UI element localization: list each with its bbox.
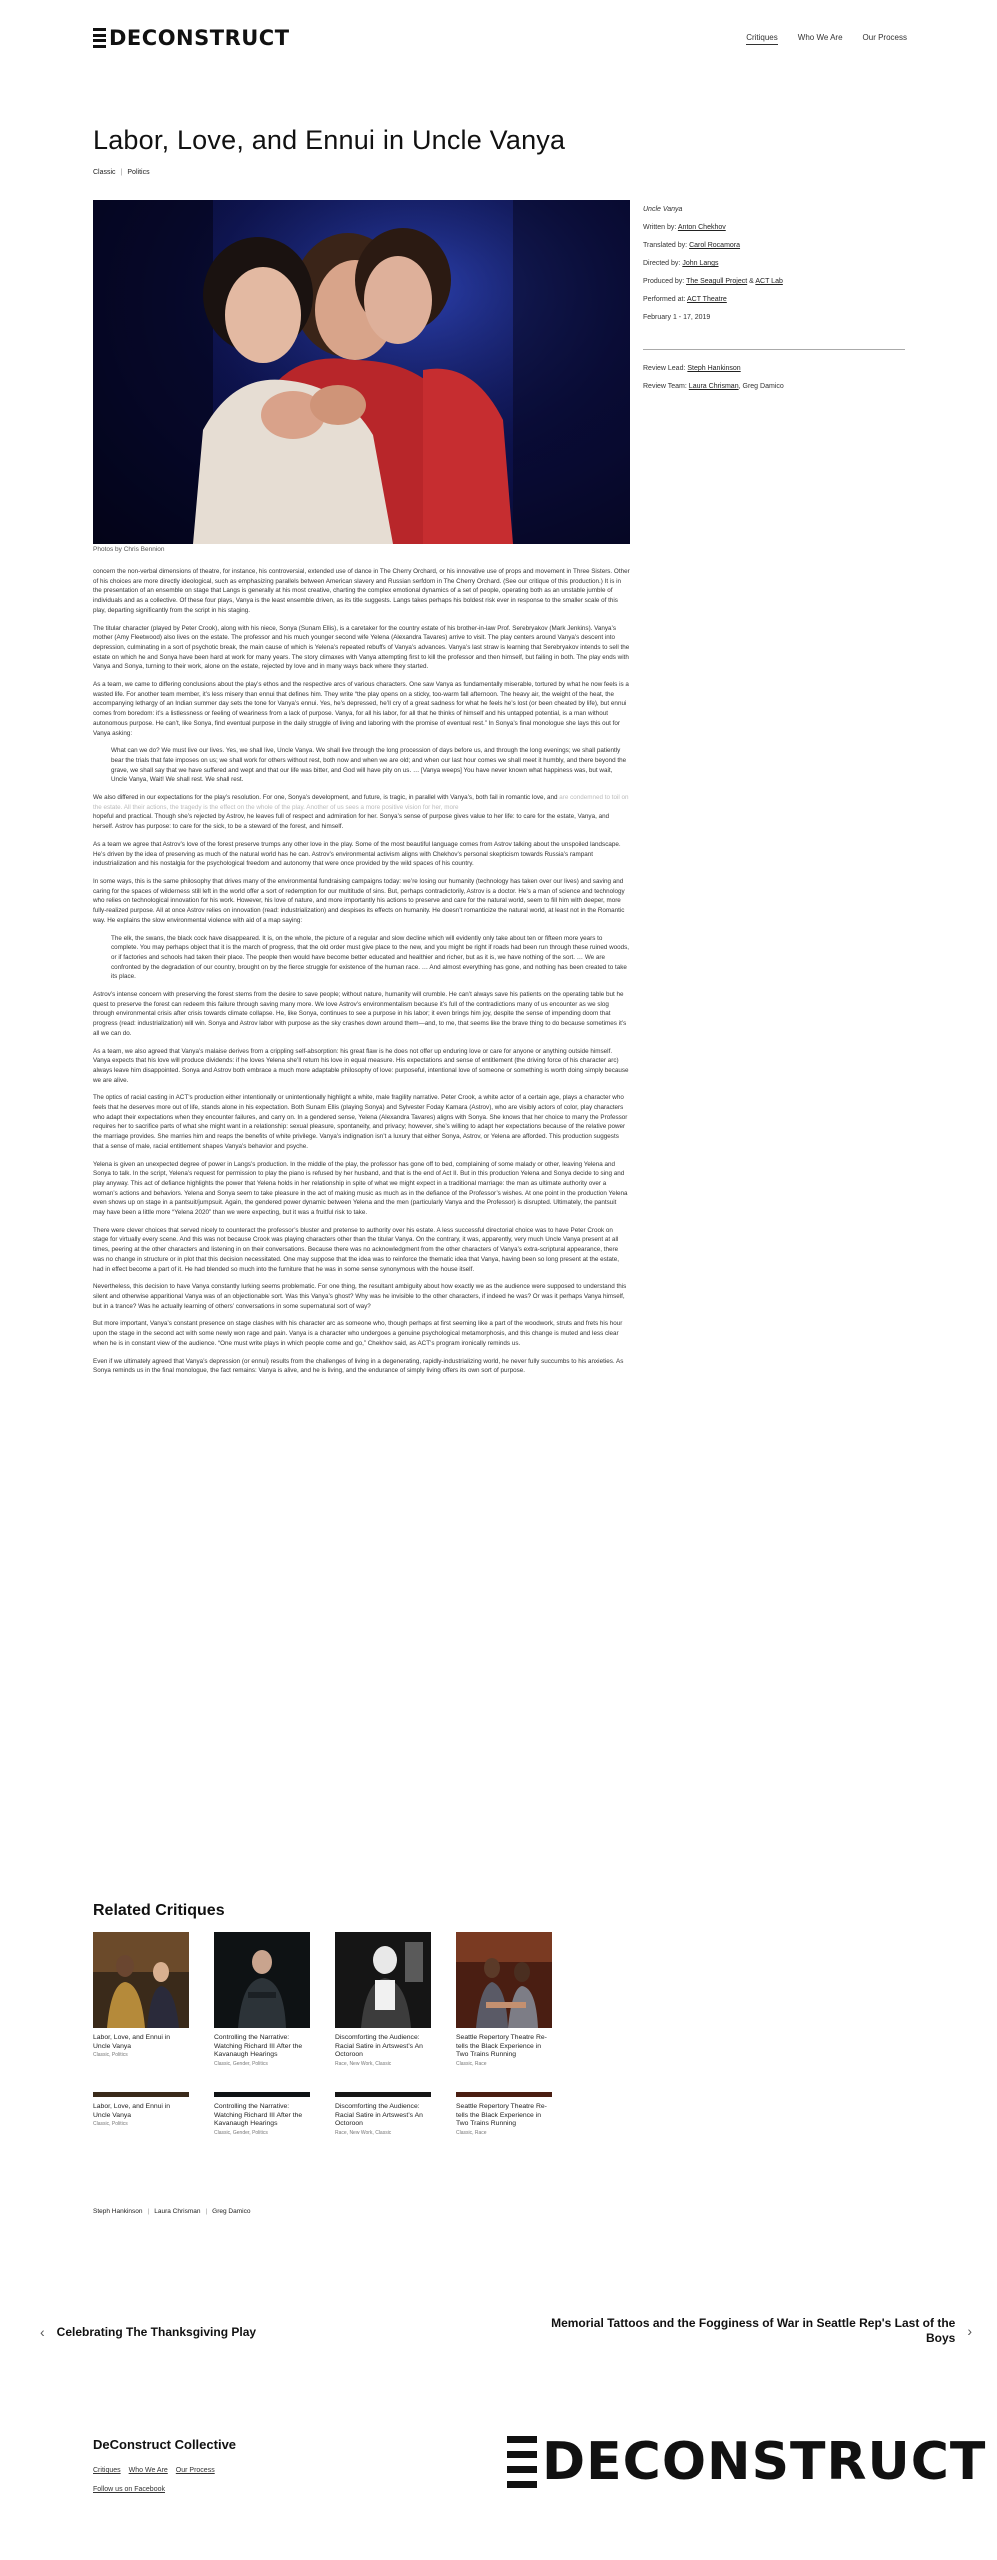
related-thumbnail[interactable] <box>214 1932 310 2028</box>
translated-by-link[interactable]: Carol Rocamora <box>689 242 741 249</box>
block-quote: The elk, the swans, the black cock have disappeared. It is, on the whole, the picture of a regular and slow decline which will evidently only take about ten or fifteen more years to complete. You may perhaps object that it is the march of progress, that the old order must give place to the new, and you might be right if roads had been run through these ruined woods, or if factories and schools had taken their place. The people then would have become better educated and healthier and richer, but as it is, we have nothing of the sort. … We are confronted by the degradation of our country, brought on by the fierce struggle for existence of the human race. … And almost everything has gone, and nothing has been created to take its place. <box>111 934 630 981</box>
site-header <box>0 0 997 80</box>
post-navigation <box>0 2310 997 2370</box>
related-card[interactable] <box>93 2092 189 2127</box>
hero-photo <box>93 200 630 544</box>
photo-caption: Photos by Chris Bennion <box>93 546 165 553</box>
nav-our-process[interactable]: Our Process <box>862 33 907 42</box>
footer-link-who-we-are[interactable]: Who We Are <box>128 2467 168 2474</box>
related-thumbnail[interactable] <box>93 2092 189 2097</box>
previous-post-title: Celebrating The Thanksgiving Play <box>56 2325 257 2339</box>
related-card-tags: Classic, Race <box>456 2060 487 2067</box>
written-by <box>643 223 905 241</box>
review-team-name-2: Greg Damico <box>742 383 784 390</box>
thumbnail-illustration <box>456 1932 552 2028</box>
produced-by-link-1[interactable]: The Seagull Project <box>686 278 748 285</box>
tag-politics[interactable]: Politics <box>127 169 150 176</box>
play-name: Uncle Vanya <box>643 206 683 213</box>
related-card[interactable] <box>214 2092 310 2136</box>
related-card-title[interactable]: Labor, Love, and Ennui in Uncle Vanya <box>93 2034 171 2050</box>
review-lead-label: Review Lead: <box>643 365 686 372</box>
related-critiques-heading: Related Critiques <box>93 1902 225 1919</box>
directed-by-label: Directed by: <box>643 260 681 267</box>
related-card[interactable] <box>456 1932 552 2067</box>
related-card-tags: Classic, Gender, Politics <box>214 2060 268 2067</box>
related-thumbnail[interactable] <box>456 1932 552 2028</box>
hero-photo-illustration <box>93 200 630 544</box>
facebook-link[interactable]: Follow us on Facebook <box>93 2486 165 2493</box>
related-card-title[interactable]: Discomforting the Audience: Racial Satire in Artswest’s An Octoroon <box>335 2034 423 2059</box>
review-team-link-1[interactable]: Laura Chrisman <box>688 383 739 390</box>
logo-stripes-icon <box>507 2436 537 2488</box>
article-tags: Classic | Politics <box>93 169 150 176</box>
thumbnail-illustration <box>335 1932 431 2028</box>
chevron-left-icon: ‹ <box>40 2324 45 2340</box>
review-team-sep: , <box>738 383 741 390</box>
main-nav <box>746 33 907 45</box>
previous-post-link[interactable] <box>40 2324 256 2340</box>
related-card[interactable] <box>335 2092 431 2136</box>
directed-by-link[interactable]: John Langs <box>682 260 719 267</box>
footer-title: DeConstruct Collective <box>93 2437 237 2452</box>
produced-by-link-2[interactable]: ACT Lab <box>755 278 783 285</box>
author-link[interactable]: Greg Damico <box>212 2208 251 2215</box>
produced-by-label: Produced by: <box>643 278 685 285</box>
related-card-tags: Classic, Race <box>456 2129 487 2136</box>
translated-by-label: Translated by: <box>643 242 688 249</box>
related-thumbnail[interactable] <box>93 1932 189 2028</box>
paragraph: The optics of racial casting in ACT’s production either intentionally or unintentionally highlight a white, male fragility narrative. Peter Crook, a white actor of a certain age, plays a character who feels that he deserves more out of life, stands alone in his expectation. Both Sunam Ellis (playing Sonya) and Sylvester Foday Kamara (Astrov), who are visibly actors of color, play characters who adapt their expectations when they encounter failures, and carry on. In a gendered sense, Yelena (Alexandra Tavares) aligns with Sonya. She knows that her choice to marry the Professor requires her to sacrifice parts of what she might want in a relationship: sexual pleasure, spontaneity, and privacy; however, she’s willing to adapt her expectations because of the relative power the marriage provides. She marries him and reaps the benefits of white privilege. Vanya’s indignation isn’t a luxury that either Sonya, Astrov, or Yelena are afforded. This production suggests that a sense of male, racial entitlement shapes Vanya’s behavior and psyche. <box>93 1094 628 1150</box>
footer-link-critiques[interactable]: Critiques <box>93 2467 121 2474</box>
page-title: Labor, Love, and Ennui in Uncle Vanya <box>93 125 566 155</box>
footer-facebook <box>93 2486 165 2493</box>
performed-at-label: Performed at: <box>643 296 686 303</box>
paragraph: As a team, we came to differing conclusions about the play’s ethos and the respective arcs of various characters. One saw Vanya as fundamentally miserable, tortured by what he now feels is a wasted life. For another team member, it’s less misery than ennui that defines him. They write “the play opens on a sticky, too-warm fall afternoon. The heavy air, the weight of the heat, the accompanying lethargy of an Indian summer day sets the tone for Vanya’s ennui. Yes, he’s depressed, he’ll cry of a great sadness for what he feels he’s lost (or been cheated by life), but ennui comes from boredom: it’s a listlessness or feeling of weariness from a lack of purpose. Vanya, for all his labor, for all that he thinks of himself and his untapped potential, is a man without autonomous purpose. He can’t, like Sonya, find eventual purpose in the daily struggle of living and laboring with the promise of eventual rest.” In Sonya’s final monologue she lays this out for Vanya asking: <box>93 681 629 737</box>
author-links: Steph Hankinson | Laura Chrisman | Greg Damico <box>93 2208 251 2215</box>
related-thumbnail[interactable] <box>335 1932 431 2028</box>
produced-by-amp: & <box>749 278 754 285</box>
translated-by <box>643 241 905 259</box>
paragraph: But more important, Vanya’s constant presence on stage clashes with his character arc as someone who, though perhaps at first seeming like a part of the woodwork, struts and frets his hour upon the stage in the second act with some newly won rage and pain. Vanya is a character who undergoes a genuine psychological metamorphosis, and this change is muted and less clear when he is in constant view of the audience. “One must write plays in which people come and go,” Chekhov said, as ACT’s program ironically reminds us. <box>93 1320 623 1347</box>
paragraph: hopeful and practical. Though she’s rejected by Astrov, he leaves full of respect and admiration for her. Sonya’s sense of purpose gives value to her life: to care for the estate, Vanya, and herself. Astrov has purpose: to care for the sick, to be a steward of the forest, and himself. <box>93 813 610 831</box>
related-card-title[interactable]: Discomforting the Audience: Racial Satire in Artswest’s An Octoroon <box>335 2103 423 2128</box>
author-link[interactable]: Steph Hankinson <box>93 2208 143 2215</box>
paragraph: concern the non-verbal dimensions of theatre, for instance, his controversial, extended use of dance in The Cherry Orchard, or his innovative use of props and movement in Three Sisters. Other of his choices are more directly ideological, such as emphasizing parallels between American slavery and Russian serfdom in The Cherry Orchard. (See our critique of this production.) It is in the presentation of an ensemble on stage that Langs is generally at his most creative, charting the complex emotional dynamics of a set of people, operating both as an unstable jumble of individuals and as a collective. Of these four plays, Vanya is the least ensemble driven, as its title suggests. Langs takes perhaps his boldest risk ever in response to the smaller scale of this play, departing significantly from the script in his staging. <box>93 568 630 614</box>
article-body <box>93 567 630 1384</box>
directed-by <box>643 259 905 277</box>
related-card-title[interactable]: Labor, Love, and Ennui in Uncle Vanya <box>93 2103 171 2119</box>
paragraph: Astrov’s intense concern with preserving the forest stems from the desire to save people; without nature, humanity will crumble. He can’t always save his patients on the operating table but he quest to preserve the forest can redeem this failure through saving many more. We love Astrov’s environmentalism because it’s full of the contradictions many of us encounter as we slog through environmental crisis after crisis towards climate collapse. He, like Sonya, continues to see a purpose in his labor; it even brings him joy, despite the sense of impending doom that progress (read: industrialization) will win. Sonya and Astrov labor with purpose as the sky crashes down around them—and, to me, that seems like the brave thing to do because sometimes it’s all we can do. <box>93 991 627 1037</box>
site-logo[interactable] <box>93 27 290 49</box>
related-card-tags: Classic, Politics <box>93 2121 128 2128</box>
tag-classic[interactable]: Classic <box>93 169 116 176</box>
review-lead <box>643 364 905 382</box>
performed-at-link[interactable]: ACT Theatre <box>686 296 727 303</box>
nav-who-we-are[interactable]: Who We Are <box>797 33 843 42</box>
related-card[interactable] <box>214 1932 310 2067</box>
paragraph: Even if we ultimately agreed that Vanya’s depression (or ennui) results from the challenges of living in a degenerating, rapidly-industrializing world, he never fully succumbs to his anxieties. As Sonya reminds us in the final monologue, the fact remains: Vanya is alive, and he is living, and the endurance of simply living offers its own sort of purpose. <box>93 1357 624 1375</box>
related-thumbnail[interactable] <box>335 2092 431 2097</box>
performed-at <box>643 295 905 313</box>
paragraph-overlap-text: are condemned to toil on the estate. All their actions, the tragedy is the effect on the whole of the play. Another of us sees a more positive vision for her, more <box>93 794 629 811</box>
paragraph: The titular character (played by Peter Crook), along with his niece, Sonya (Sunam Ellis), is a caretaker for the country estate of his brother-in-law Prof. Serebryakov (Mark Jenkins). Vanya’s mother (Amy Fleetwood) also lives on the estate. The professor and his much younger second wife Yelena (Alexandra Tavares) arrive to visit. The play centers around Vanya’s descent into depression, culminating in a sort of psychotic break, the main cause of which is Yelena’s repeated rebuffs of Vanya’s advances. Vanya’s last straw is learning that Serebryakov intends to sell the estate on which he and Sonya have been hard at work for many years. The story climaxes with Vanya attempting first to kill the professor and then himself, but failing in both. The play ends with Vanya and Sonya, turning to their work, alone on the estate, rejected by love and in many ways back where they started. <box>93 624 630 671</box>
related-card-tags: Classic, Gender, Politics <box>214 2129 268 2136</box>
related-card-tags: Classic, Politics <box>93 2052 128 2059</box>
logo-stripes-icon <box>93 28 106 48</box>
written-by-link[interactable]: Anton Chekhov <box>677 224 726 231</box>
related-card-title[interactable]: Seattle Repertory Theatre Re-tells the Black Experience in Two Trains Running <box>456 2103 547 2128</box>
thumbnail-illustration <box>214 1932 310 2028</box>
nav-critiques[interactable]: Critiques <box>746 33 778 45</box>
related-card[interactable] <box>335 1932 431 2067</box>
block-quote: What can we do? We must live our lives. Yes, we shall live, Uncle Vanya. We shall live through the long procession of days before us, and through the long evenings; we shall patiently bear the trials that fate imposes on us; we shall work for others without rest, both now and when we are old; and when our last hour comes we shall meet it humbly, and there beyond the grave, we shall say that we have suffered and wept and that our life was bitter, and God will have pity on us. … [Vanya weeps] You have never known what happiness was, but wait, Uncle Vanya, Wait! We shall rest. We shall rest. <box>111 747 627 784</box>
thumbnail-illustration <box>93 1932 189 2028</box>
related-card[interactable] <box>93 1932 189 2058</box>
footer-logo-text: DECONSTRUCT <box>542 2432 987 2492</box>
performance-dates: February 1 - 17, 2019 <box>643 314 711 321</box>
footer-logo[interactable] <box>507 2434 986 2490</box>
related-card-tags: Race, New Work, Classic <box>335 2129 392 2136</box>
written-by-label: Written by: <box>643 224 677 231</box>
review-team-label: Review Team: <box>643 383 687 390</box>
author-link[interactable]: Laura Chrisman <box>154 2208 201 2215</box>
chevron-right-icon: › <box>967 2323 972 2339</box>
paragraph-text: We also differed in our expectations for the play’s resolution. For one, Sonya’s development, and future, is tragic, in parallel with Vanya’s, both fail in romantic love, and <box>93 794 558 802</box>
next-post-link[interactable] <box>525 2316 972 2346</box>
review-lead-link[interactable]: Steph Hankinson <box>687 365 741 372</box>
review-team <box>643 382 905 400</box>
sidebar-divider <box>643 349 905 350</box>
paragraph: There were clever choices that served nicely to counteract the professor’s bluster and pretense to authority over his estate. A less successful directorial choice was to have Peter Crook on stage for virtually every scene. And this was not because Crook was playing characters other than the titular Vanya. On the contrary, it was, apparently, very much Uncle Vanya present at all times, peering at the other characters and listening in on their conversations. Because there was no acknowledgment from the other characters of Vanya’s extra-scriptural appearance, there was no change in structure or in plot that this decision necessitated. One may suppose that the idea was to reinforce the thematic idea that Vanya, having been so long present at the estate, had in effect become a part of it. He had blended so much into the furniture that he was in some sense synonymous with the house itself. <box>93 1226 619 1273</box>
paragraph: As a team, we also agreed that Vanya’s malaise derives from a crippling self-absorption: his great flaw is he does not offer up enduring love or care for anyone or anything outside himself. Vanya expects that his love will produce dividends: if he loves Yelena she’ll return his love in equal measure. His expectations and sense of entitlement (the driving force of his character arc) always leave him disappointed. Sonya and Astrov both embrace a much more adaptable philosophy of love: purposeful, intentional love of someone or something is worth doing simply because we are alive. <box>93 1047 629 1084</box>
produced-by <box>643 277 905 295</box>
footer-link-our-process[interactable]: Our Process <box>175 2467 215 2474</box>
footer-nav <box>93 2467 215 2474</box>
paragraph <box>93 793 630 812</box>
related-thumbnail[interactable] <box>214 2092 310 2097</box>
related-thumbnail[interactable] <box>456 2092 552 2097</box>
related-card-title[interactable]: Controlling the Narrative: Watching Richard III After the Kavanaugh Hearings <box>214 2034 303 2059</box>
production-info <box>643 205 905 400</box>
related-card[interactable] <box>456 2092 552 2136</box>
next-post-title: Memorial Tattoos and the Fogginess of War in Seattle Rep's Last of the Boys <box>551 2316 956 2345</box>
paragraph: Yelena is given an unexpected degree of power in Langs’s production. In the middle of the play, the professor has gone off to bed, complaining of some malady or other, leaving Yelena and Sonya to talk. In the script, Yelena’s request for permission to play the piano is refused by her husband, and that is the end of Act II. But in this production Yelena and Sonya decide to sing and play anyway. This act of defiance highlights the power that Yelena holds in her relationship in spite of what we might expect in a traditional marriage: the man as ultimate authority over a woman’s actions and behaviors. Yelena and Sonya seem to take pleasure in the act of making music as much as in the defiance of the Professor’s wishes. At one point in the production Yelena even shows up on stage in a pantsuit/jumpsuit. Again, the gendered power dynamic between Yelena and the men (particularly Vanya and the Professor) is disrupted. Ultimately, the pantsuit may have been a little more “Yelena 2020” than we were expecting, but it was a fruitful risk to take. <box>93 1160 628 1217</box>
related-card-title[interactable]: Controlling the Narrative: Watching Richard III After the Kavanaugh Hearings <box>214 2103 303 2128</box>
related-card-title[interactable]: Seattle Repertory Theatre Re-tells the Black Experience in Two Trains Running <box>456 2034 547 2059</box>
paragraph: As a team we agree that Astrov’s love of the forest preserve trumps any other love in the play. Some of the most beautiful language comes from Astrov talking about the unspoiled landscape. He’s driven by the idea of preserving as much of the natural world has he can. Astrov’s environmental activism aligns with Chekhov’s personal skepticism towards Russia’s rampant industrialization and his nostalgia for the psychological freedom and autonomy that were once provided by the wild spaces of his country. <box>93 840 621 868</box>
paragraph: Nevertheless, this decision to have Vanya constantly lurking seems problematic. For one thing, the resultant ambiguity about how exactly we as the audience were supposed to understand this silent and otherwise apparitional Vanya was of an objectionable sort. Was this Vanya’s ghost? Why was he invisible to the other characters, if indeed he was? Or was it perhaps Vanya himself, but in a trance? Was he actually learning of others’ conversations in some supernatural sort of way? <box>93 1283 627 1310</box>
paragraph: In some ways, this is the same philosophy that drives many of the environmental fundraising campaigns today: we’re losing our humanity (technology has taken over our lives) and saving and caring for the spaces of wilderness still left in the world offer a sort of redemption for our multitude of sins. But, perhaps contradictorily, Astrov is a doctor. He’s a man of science and technology who relies on technological innovation for his work. However, his love of nature, and more importantly his actions to preserve and care for the natural world, seem to fill him with deeper, more fully-realized purpose. All at once Astrov relies on innovation (read: industrialization) and despises its effects on humanity. He doesn’t romanticize the natural world, at least not in the Romantic way. He explains the slow environmental violence with aid of a map saying: <box>93 877 625 924</box>
logo-text: DECONSTRUCT <box>109 26 290 50</box>
related-card-tags: Race, New Work, Classic <box>335 2060 392 2067</box>
